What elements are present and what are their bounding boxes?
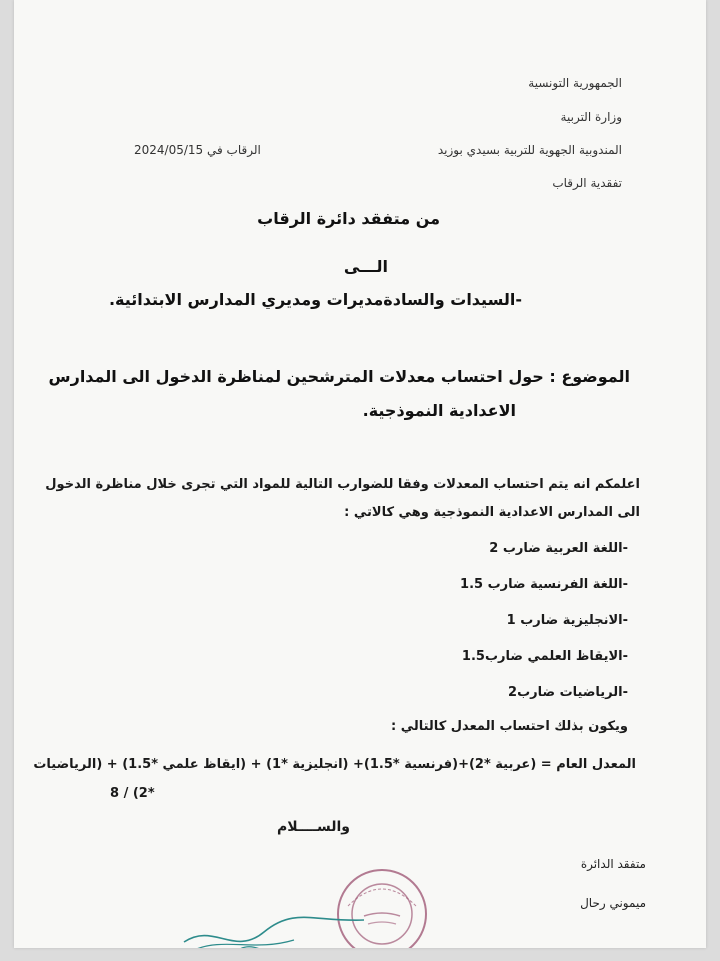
letter-subject-line1: الموضوع : حول احتساب معدلات المترشحين لمناظرة الدخول الى المدارس: [48, 367, 630, 386]
coefficient-item: -اللغة العربية ضارب 2: [489, 541, 628, 556]
coefficient-item: -الايقاظ العلمي ضارب1.5: [461, 649, 628, 664]
formula-line2: 8 / (2*: [110, 786, 155, 801]
letter-date: الرقاب في 2024/05/15: [134, 143, 261, 157]
header-regional: المندوبية الجهوية للتربية بسيدي بوزيد: [437, 143, 622, 157]
coefficient-item: -اللغة الفرنسية ضارب 1.5: [460, 577, 628, 592]
formula-intro: ويكون بذلك احتساب المعدل كالتالي :: [390, 719, 628, 734]
letter-body-line1: اعلمكم انه يتم احتساب المعدلات وفقا للضوارب التالية للمواد التي تجرى خلال مناظرة الدخول: [45, 477, 640, 492]
letter-to: الـــى: [343, 257, 388, 276]
header-inspectorate: تفقدية الرقاب: [552, 176, 622, 190]
coefficient-item: -الرياضيات ضارب2: [508, 685, 628, 700]
coefficient-item: -الانجليزية ضارب 1: [506, 613, 628, 628]
letter-subject-line2: الاعدادية النموذجية.: [362, 401, 516, 420]
signature-name: ميموني رحال: [580, 896, 646, 910]
letter-recipients: -السيدات والسادةمديرات ومديري المدارس الابتدائية.: [108, 290, 522, 309]
header-ministry: وزارة التربية: [560, 110, 622, 124]
header-country: الجمهورية التونسية: [528, 76, 622, 90]
letter-from: من متفقد دائرة الرقاب: [257, 209, 440, 228]
closing-greeting: والســــلام: [276, 819, 350, 835]
signature-title: متفقد الدائرة: [580, 857, 646, 871]
formula-line1: المعدل العام = (عربية *2)+(فرنسية *1.5)+ (انجليزية *1) + (ايقاظ علمي *1.5) + (الرياضيات: [33, 757, 636, 772]
letter-page: [14, 0, 706, 948]
handwritten-signature: [174, 902, 374, 948]
letter-body-line2: الى المدارس الاعدادية النموذجية وهي كالاتي :: [344, 505, 640, 520]
